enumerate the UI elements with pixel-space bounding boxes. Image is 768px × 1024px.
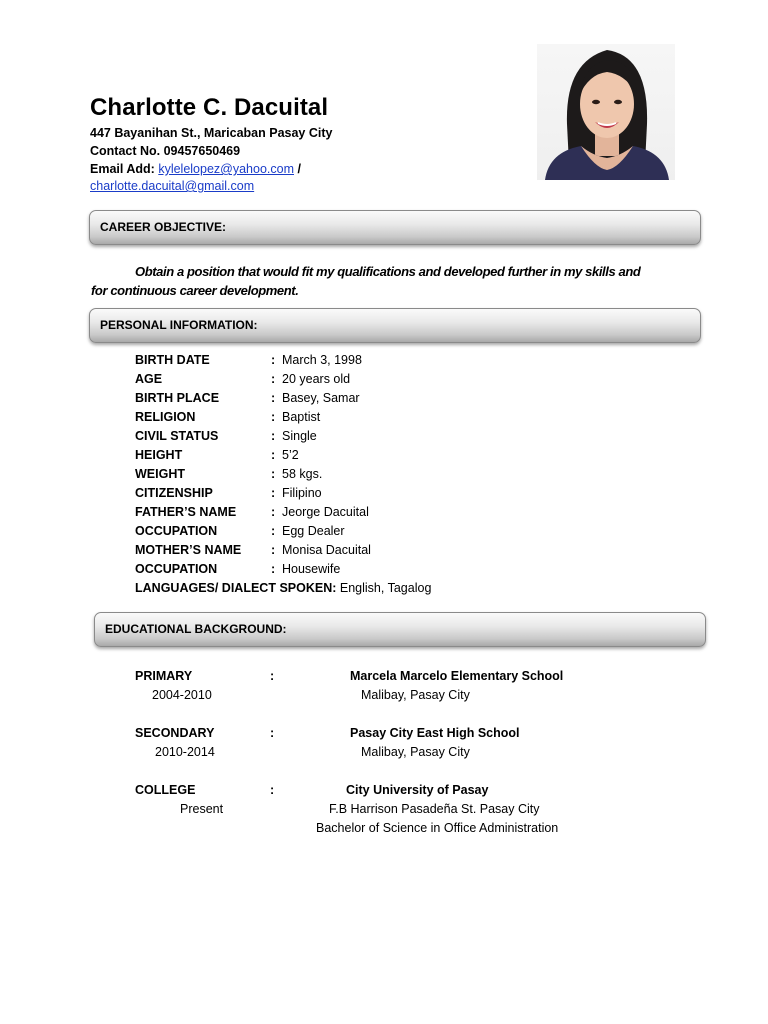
info-row-languages: LANGUAGES/ DIALECT SPOKEN: English, Tagalog: [135, 581, 432, 595]
edu-level-secondary: SECONDARY: [135, 726, 215, 740]
career-objective-header: [89, 210, 701, 245]
edu-school-college: City University of Pasay: [346, 783, 489, 797]
email-line-2: [90, 177, 254, 195]
email-label: Email Add:: [90, 162, 155, 176]
education-header: [94, 612, 706, 647]
career-objective-title: CAREER OBJECTIVE:: [100, 220, 227, 234]
edu-level-primary: PRIMARY: [135, 669, 193, 683]
address: 447 Bayanihan St., Maricaban Pasay City: [90, 126, 333, 140]
personal-info-title: PERSONAL INFORMATION:: [100, 318, 258, 332]
email-line: [90, 160, 301, 178]
edu-colon: :: [270, 726, 275, 740]
edu-address-secondary: Malibay, Pasay City: [361, 745, 470, 759]
edu-school-secondary: Pasay City East High School: [350, 726, 520, 740]
personal-info-header: [89, 308, 701, 343]
email-link-yahoo[interactable]: kylelelopez@yahoo.com: [158, 162, 294, 176]
objective-text: Obtain a position that would fit my qualifications and developed further in my skills and for continuous career development.: [91, 264, 641, 298]
edu-level-college: COLLEGE: [135, 783, 196, 797]
contact-number: Contact No. 09457650469: [90, 144, 241, 158]
applicant-name: Charlotte C. Dacuital: [90, 94, 329, 121]
edu-years-secondary: 2010-2014: [155, 745, 215, 759]
email-link-gmail[interactable]: charlotte.dacuital@gmail.com: [90, 179, 255, 193]
email-separator: /: [297, 162, 301, 176]
edu-school-primary: Marcela Marcelo Elementary School: [350, 669, 564, 683]
profile-photo: [537, 44, 675, 180]
edu-years-primary: 2004-2010: [152, 688, 212, 702]
edu-colon: :: [270, 669, 275, 683]
education-title: EDUCATIONAL BACKGROUND:: [105, 622, 287, 636]
edu-years-college: Present: [180, 802, 224, 816]
edu-course-college: Bachelor of Science in Office Administration: [316, 821, 559, 835]
edu-colon: :: [270, 783, 275, 797]
edu-address-primary: Malibay, Pasay City: [361, 688, 470, 702]
edu-address-college: F.B Harrison Pasadeña St. Pasay City: [329, 802, 540, 816]
